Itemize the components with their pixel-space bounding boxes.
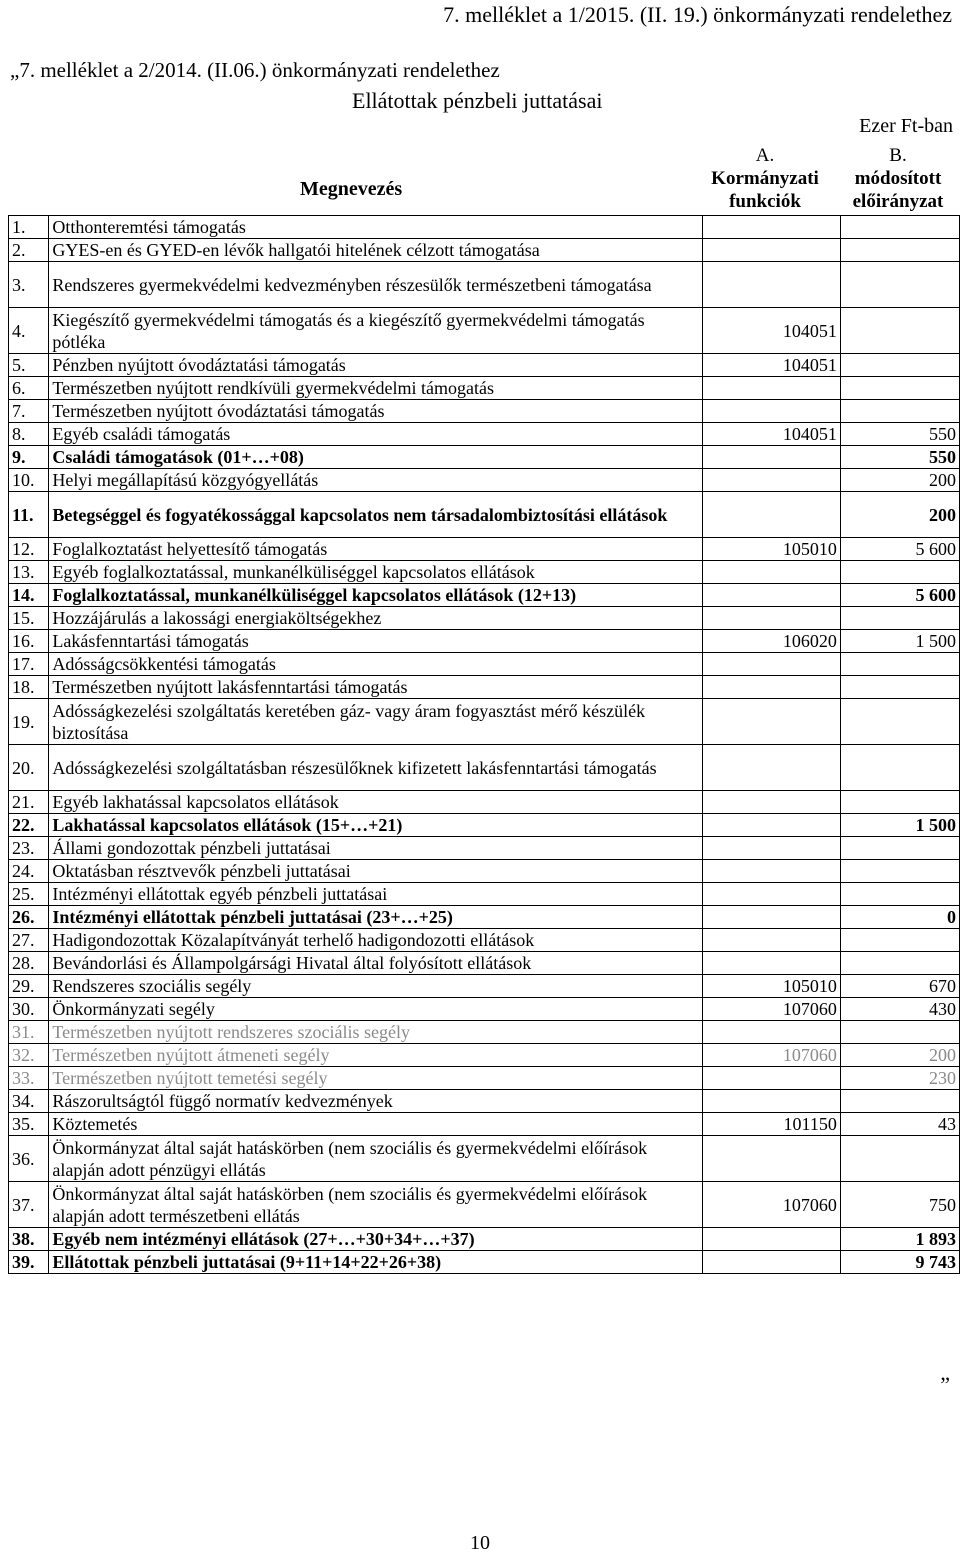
row-number: 3. xyxy=(9,262,49,308)
row-number: 32. xyxy=(9,1044,49,1067)
row-function-code: 106020 xyxy=(702,630,840,653)
page-number: 10 xyxy=(470,1532,490,1554)
row-amount: 750 xyxy=(840,1182,959,1228)
row-name: Önkormányzat által saját hatáskörben (nem szociális és gyermekvédelmi előírások alapján adott természetbeni ellátás xyxy=(49,1182,702,1228)
table-row xyxy=(9,929,960,952)
row-name: Ellátottak pénzbeli juttatásai (9+11+14+22+26+38) xyxy=(49,1251,702,1274)
row-amount xyxy=(840,952,959,975)
row-name: Rászorultságtól függő normatív kedvezmények xyxy=(49,1090,702,1113)
row-name: Betegséggel és fogyatékossággal kapcsolatos nem társadalombiztosítási ellátások xyxy=(49,492,702,538)
row-amount xyxy=(840,607,959,630)
row-function-code xyxy=(702,377,840,400)
row-amount: 550 xyxy=(840,423,959,446)
row-function-code xyxy=(702,1136,840,1182)
row-number: 6. xyxy=(9,377,49,400)
row-number: 34. xyxy=(9,1090,49,1113)
row-function-code xyxy=(702,561,840,584)
row-amount xyxy=(840,239,959,262)
table-row xyxy=(9,584,960,607)
row-amount: 430 xyxy=(840,998,959,1021)
row-amount: 1 500 xyxy=(840,814,959,837)
annex-reference: 7. melléklet a 1/2015. (II. 19.) önkormányzati rendelethez xyxy=(443,2,952,27)
row-amount xyxy=(840,1021,959,1044)
row-number: 9. xyxy=(9,446,49,469)
row-name: Köztemetés xyxy=(49,1113,702,1136)
row-name: Bevándorlási és Állampolgársági Hivatal által folyósított ellátások xyxy=(49,952,702,975)
row-amount xyxy=(840,1090,959,1113)
row-amount: 200 xyxy=(840,469,959,492)
table-row xyxy=(9,699,960,745)
column-header-a xyxy=(700,144,830,213)
row-number: 17. xyxy=(9,653,49,676)
row-amount xyxy=(840,791,959,814)
row-name: Egyéb családi támogatás xyxy=(49,423,702,446)
column-a-label-line2: funkciók xyxy=(729,191,801,212)
row-name: Adósságkezelési szolgáltatásban részesülőknek kifizetett lakásfenntartási támogatás xyxy=(49,745,702,791)
row-number: 38. xyxy=(9,1228,49,1251)
row-name: Pénzben nyújtott óvodáztatási támogatás xyxy=(49,354,702,377)
row-function-code: 105010 xyxy=(702,975,840,998)
row-amount: 0 xyxy=(840,906,959,929)
row-function-code: 107060 xyxy=(702,998,840,1021)
row-amount xyxy=(840,400,959,423)
row-amount: 200 xyxy=(840,1044,959,1067)
row-function-code: 104051 xyxy=(702,423,840,446)
table-row xyxy=(9,814,960,837)
table-row xyxy=(9,860,960,883)
row-name: Intézményi ellátottak pénzbeli juttatásai (23+…+25) xyxy=(49,906,702,929)
row-number: 26. xyxy=(9,906,49,929)
row-function-code xyxy=(702,492,840,538)
row-name: Otthonteremtési támogatás xyxy=(49,216,702,239)
row-amount xyxy=(840,676,959,699)
row-number: 8. xyxy=(9,423,49,446)
row-amount: 1 500 xyxy=(840,630,959,653)
column-header-name: Megnevezés xyxy=(300,178,403,200)
table-row xyxy=(9,1090,960,1113)
row-function-code xyxy=(702,906,840,929)
row-name: Önkormányzat által saját hatáskörben (nem szociális és gyermekvédelmi előírások alapján adott pénzügyi ellátás xyxy=(49,1136,702,1182)
row-name: GYES-en és GYED-en lévők hallgatói hitelének célzott támogatása xyxy=(49,239,702,262)
row-number: 37. xyxy=(9,1182,49,1228)
table-row xyxy=(9,1113,960,1136)
row-name: Természetben nyújtott rendszeres szociális segély xyxy=(49,1021,702,1044)
table-row xyxy=(9,469,960,492)
table-row xyxy=(9,630,960,653)
row-number: 25. xyxy=(9,883,49,906)
row-number: 10. xyxy=(9,469,49,492)
row-name: Önkormányzati segély xyxy=(49,998,702,1021)
table-row xyxy=(9,998,960,1021)
row-number: 15. xyxy=(9,607,49,630)
row-name: Természetben nyújtott lakásfenntartási támogatás xyxy=(49,676,702,699)
row-number: 1. xyxy=(9,216,49,239)
row-name: Egyéb nem intézményi ellátások (27+…+30+34+…+37) xyxy=(49,1228,702,1251)
row-amount xyxy=(840,883,959,906)
row-name: Természetben nyújtott temetési segély xyxy=(49,1067,702,1090)
row-name: Kiegészítő gyermekvédelmi támogatás és a kiegészítő gyermekvédelmi támogatás pótléka xyxy=(49,308,702,354)
row-amount xyxy=(840,745,959,791)
row-number: 16. xyxy=(9,630,49,653)
row-amount: 1 893 xyxy=(840,1228,959,1251)
row-amount xyxy=(840,1136,959,1182)
column-header-b xyxy=(836,144,960,213)
column-a-label-line1: Kormányzati xyxy=(711,168,819,189)
row-number: 23. xyxy=(9,837,49,860)
row-amount: 5 600 xyxy=(840,538,959,561)
row-amount: 670 xyxy=(840,975,959,998)
row-function-code xyxy=(702,699,840,745)
row-name: Egyéb lakhatással kapcsolatos ellátások xyxy=(49,791,702,814)
row-number: 20. xyxy=(9,745,49,791)
column-b-label-line2: előirányzat xyxy=(852,191,944,212)
row-function-code xyxy=(702,1251,840,1274)
row-function-code xyxy=(702,883,840,906)
row-amount xyxy=(840,377,959,400)
row-name: Oktatásban résztvevők pénzbeli juttatásai xyxy=(49,860,702,883)
row-function-code xyxy=(702,929,840,952)
row-name: Lakhatással kapcsolatos ellátások (15+…+21) xyxy=(49,814,702,837)
row-function-code xyxy=(702,1228,840,1251)
row-amount: 43 xyxy=(840,1113,959,1136)
row-function-code xyxy=(702,676,840,699)
row-amount: 200 xyxy=(840,492,959,538)
table-row xyxy=(9,1044,960,1067)
row-function-code xyxy=(702,446,840,469)
row-amount xyxy=(840,860,959,883)
column-b-letter: B. xyxy=(889,145,907,166)
row-function-code xyxy=(702,584,840,607)
row-function-code: 107060 xyxy=(702,1182,840,1228)
row-number: 7. xyxy=(9,400,49,423)
row-name: Családi támogatások (01+…+08) xyxy=(49,446,702,469)
row-number: 22. xyxy=(9,814,49,837)
table-row xyxy=(9,745,960,791)
row-number: 5. xyxy=(9,354,49,377)
row-name: Lakásfenntartási támogatás xyxy=(49,630,702,653)
table-row xyxy=(9,1228,960,1251)
table-row xyxy=(9,262,960,308)
table-row xyxy=(9,538,960,561)
table-row xyxy=(9,1021,960,1044)
row-function-code: 104051 xyxy=(702,308,840,354)
table-row xyxy=(9,354,960,377)
row-function-code xyxy=(702,1067,840,1090)
row-amount: 9 743 xyxy=(840,1251,959,1274)
table-row xyxy=(9,308,960,354)
row-function-code xyxy=(702,1021,840,1044)
table-row xyxy=(9,653,960,676)
row-number: 11. xyxy=(9,492,49,538)
row-function-code: 105010 xyxy=(702,538,840,561)
table-row xyxy=(9,906,960,929)
row-number: 13. xyxy=(9,561,49,584)
closing-quote: ” xyxy=(940,1372,950,1397)
row-amount: 550 xyxy=(840,446,959,469)
row-amount xyxy=(840,699,959,745)
row-amount xyxy=(840,354,959,377)
table-row xyxy=(9,239,960,262)
table-row xyxy=(9,492,960,538)
row-name: Hadigondozottak Közalapítványát terhelő hadigondozotti ellátások xyxy=(49,929,702,952)
document-title: Ellátottak pénzbeli juttatásai xyxy=(352,88,603,113)
row-amount: 230 xyxy=(840,1067,959,1090)
row-amount xyxy=(840,216,959,239)
row-number: 36. xyxy=(9,1136,49,1182)
row-name: Helyi megállapítású közgyógyellátás xyxy=(49,469,702,492)
row-amount xyxy=(840,929,959,952)
table-row xyxy=(9,607,960,630)
row-number: 27. xyxy=(9,929,49,952)
row-amount xyxy=(840,561,959,584)
column-a-letter: A. xyxy=(755,145,775,166)
row-function-code xyxy=(702,837,840,860)
row-name: Természetben nyújtott óvodáztatási támogatás xyxy=(49,400,702,423)
row-amount xyxy=(840,262,959,308)
row-number: 14. xyxy=(9,584,49,607)
row-number: 21. xyxy=(9,791,49,814)
row-number: 30. xyxy=(9,998,49,1021)
table-row xyxy=(9,837,960,860)
row-function-code xyxy=(702,653,840,676)
table-row xyxy=(9,883,960,906)
row-name: Foglalkoztatást helyettesítő támogatás xyxy=(49,538,702,561)
row-number: 29. xyxy=(9,975,49,998)
table-row xyxy=(9,1067,960,1090)
row-number: 19. xyxy=(9,699,49,745)
allowances-table xyxy=(8,215,960,1274)
row-name: Intézményi ellátottak egyéb pénzbeli juttatásai xyxy=(49,883,702,906)
row-number: 18. xyxy=(9,676,49,699)
row-function-code: 101150 xyxy=(702,1113,840,1136)
row-number: 2. xyxy=(9,239,49,262)
row-number: 28. xyxy=(9,952,49,975)
row-amount xyxy=(840,653,959,676)
row-number: 35. xyxy=(9,1113,49,1136)
row-number: 33. xyxy=(9,1067,49,1090)
table-row xyxy=(9,216,960,239)
table-row xyxy=(9,676,960,699)
table-row xyxy=(9,1136,960,1182)
table-row xyxy=(9,975,960,998)
row-number: 39. xyxy=(9,1251,49,1274)
row-amount xyxy=(840,837,959,860)
amended-annex-reference: „7. melléklet a 2/2014. (II.06.) önkormányzati rendelethez xyxy=(10,58,500,82)
row-name: Természetben nyújtott rendkívüli gyermekvédelmi támogatás xyxy=(49,377,702,400)
row-name: Foglalkoztatással, munkanélküliséggel kapcsolatos ellátások (12+13) xyxy=(49,584,702,607)
row-function-code xyxy=(702,400,840,423)
row-function-code xyxy=(702,262,840,308)
row-number: 12. xyxy=(9,538,49,561)
table-row xyxy=(9,1251,960,1274)
row-name: Rendszeres gyermekvédelmi kedvezményben részesülők természetbeni támogatása xyxy=(49,262,702,308)
row-name: Adósságcsökkentési támogatás xyxy=(49,653,702,676)
table-row xyxy=(9,377,960,400)
row-function-code xyxy=(702,860,840,883)
column-b-label-line1: módosított xyxy=(854,168,942,189)
table-row xyxy=(9,1182,960,1228)
row-function-code xyxy=(702,239,840,262)
row-function-code xyxy=(702,814,840,837)
row-number: 4. xyxy=(9,308,49,354)
table-row xyxy=(9,952,960,975)
row-amount: 5 600 xyxy=(840,584,959,607)
row-number: 24. xyxy=(9,860,49,883)
table-row xyxy=(9,561,960,584)
row-name: Rendszeres szociális segély xyxy=(49,975,702,998)
row-name: Természetben nyújtott átmeneti segély xyxy=(49,1044,702,1067)
row-function-code xyxy=(702,952,840,975)
row-function-code xyxy=(702,791,840,814)
table-body xyxy=(9,216,960,1274)
table-row xyxy=(9,400,960,423)
table-row xyxy=(9,423,960,446)
row-function-code: 107060 xyxy=(702,1044,840,1067)
row-function-code xyxy=(702,1090,840,1113)
row-name: Hozzájárulás a lakossági energiaköltségekhez xyxy=(49,607,702,630)
row-function-code xyxy=(702,469,840,492)
row-amount xyxy=(840,308,959,354)
table-row xyxy=(9,791,960,814)
row-number: 31. xyxy=(9,1021,49,1044)
row-name: Állami gondozottak pénzbeli juttatásai xyxy=(49,837,702,860)
row-function-code xyxy=(702,607,840,630)
row-function-code: 104051 xyxy=(702,354,840,377)
row-function-code xyxy=(702,745,840,791)
unit-label: Ezer Ft-ban xyxy=(859,115,953,137)
row-name: Adósságkezelési szolgáltatás keretében gáz- vagy áram fogyasztást mérő készülék biztosítása xyxy=(49,699,702,745)
row-function-code xyxy=(702,216,840,239)
table-row xyxy=(9,446,960,469)
row-name: Egyéb foglalkoztatással, munkanélküliséggel kapcsolatos ellátások xyxy=(49,561,702,584)
